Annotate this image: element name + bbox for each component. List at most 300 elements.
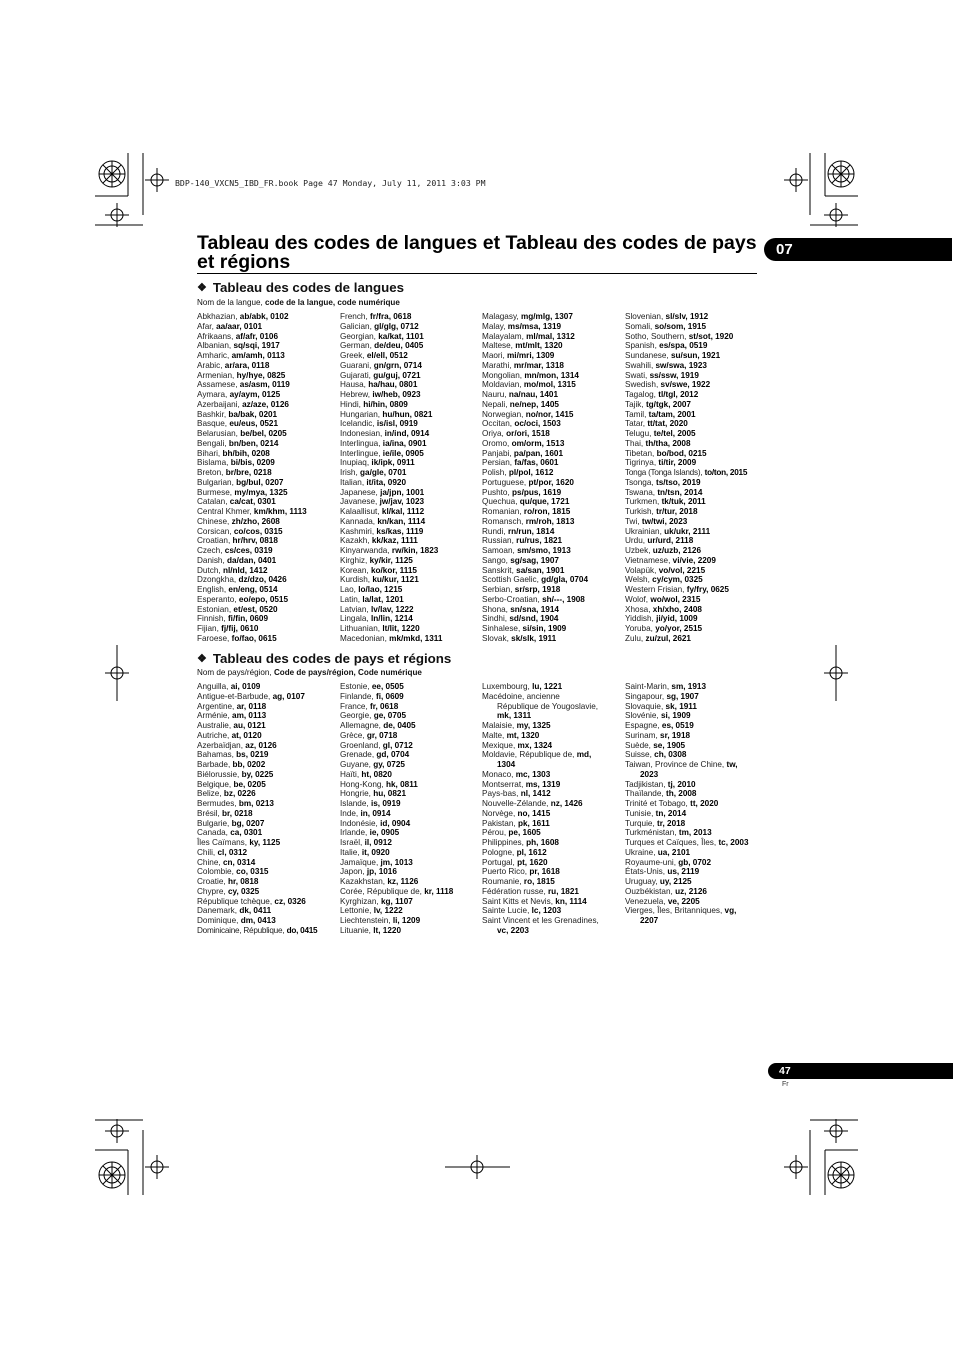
country-code-entry bbox=[482, 731, 622, 741]
language-code-entry bbox=[197, 595, 337, 605]
country-code-entry bbox=[482, 682, 622, 692]
entry-name: Hungarian, bbox=[340, 409, 381, 419]
entry-code: se, 1905 bbox=[653, 740, 686, 750]
entry-code: la/lat, 1201 bbox=[362, 594, 404, 604]
entry-name: Taiwan, Province de Chine, bbox=[625, 760, 725, 769]
entry-code: ha/hau, 0801 bbox=[368, 380, 418, 390]
crosshair-icon bbox=[145, 1155, 169, 1179]
country-code-entry bbox=[482, 770, 622, 780]
country-code-entry bbox=[340, 838, 480, 848]
entry-name: Quechua, bbox=[482, 497, 518, 507]
language-code-entry bbox=[197, 546, 337, 556]
language-code-entry bbox=[482, 400, 622, 410]
language-code-entry bbox=[625, 458, 760, 468]
entry-code: pk, 1611 bbox=[517, 818, 550, 828]
entry-code: ia/ina, 0901 bbox=[382, 438, 427, 448]
language-code-entry bbox=[625, 595, 760, 605]
entry-code: el/ell, 0512 bbox=[366, 351, 408, 360]
entry-name: Slovak, bbox=[482, 633, 509, 643]
entry-name: Kinyarwanda, bbox=[340, 546, 390, 555]
entry-name: Saint-Marin, bbox=[625, 682, 670, 691]
entry-name: Surinam, bbox=[625, 730, 658, 740]
diamond-bullet-icon: ❖ bbox=[197, 282, 207, 294]
entry-name: Sotho, Southern, bbox=[625, 331, 687, 341]
countries-subtitle-name: Nom de pays/région, bbox=[197, 668, 272, 677]
entry-name: Malay, bbox=[482, 321, 506, 331]
language-code-entry bbox=[482, 497, 622, 507]
language-code-entry bbox=[197, 380, 337, 390]
crosshair-icon bbox=[824, 661, 848, 685]
entry-name: Lithuanian, bbox=[340, 624, 381, 633]
entry-code: be, 0205 bbox=[233, 779, 266, 789]
entry-name: Arménie, bbox=[197, 711, 230, 721]
entry-name: Danemark, bbox=[197, 906, 238, 916]
entry-code: ht, 0820 bbox=[361, 769, 392, 779]
language-code-entry bbox=[197, 400, 337, 410]
entry-name: Pushto, bbox=[482, 487, 510, 497]
language-code-entry bbox=[482, 312, 622, 322]
entry-code: cn, 0314 bbox=[222, 857, 256, 867]
entry-name: Hebrew, bbox=[340, 390, 371, 399]
entry-code: tm, 2013 bbox=[678, 828, 712, 838]
entry-code: az, 0126 bbox=[245, 740, 277, 750]
country-code-entry bbox=[340, 848, 480, 858]
entry-name: Sainte Lucie, bbox=[482, 906, 530, 916]
language-code-entry bbox=[625, 332, 760, 342]
entry-code: mg/mlg, 1307 bbox=[521, 312, 573, 321]
country-code-entry bbox=[197, 682, 337, 692]
entry-code: ph, 1608 bbox=[526, 838, 559, 847]
entry-name: Suisse, bbox=[625, 750, 652, 760]
entry-code: co/cos, 0315 bbox=[233, 526, 283, 536]
entry-code: to/ton, 2015 bbox=[704, 468, 748, 477]
entry-code: in/ind, 0914 bbox=[384, 429, 430, 438]
country-code-entry bbox=[340, 906, 480, 916]
country-code-entry bbox=[340, 721, 480, 731]
language-code-entry bbox=[340, 429, 480, 439]
entry-name: Ukraine, bbox=[625, 847, 656, 857]
country-code-entry bbox=[340, 760, 480, 770]
entry-name: Georgie, bbox=[340, 711, 372, 721]
entry-code: uz, 2126 bbox=[675, 886, 707, 896]
language-code-entry bbox=[625, 361, 760, 371]
entry-code: 1304 bbox=[497, 760, 516, 769]
entry-code: ss/ssw, 1919 bbox=[649, 370, 699, 380]
entry-name: Lao, bbox=[340, 585, 356, 594]
entry-name: Afar, bbox=[197, 321, 214, 331]
country-code-entry bbox=[625, 887, 760, 897]
entry-name: Panjabi, bbox=[482, 448, 512, 458]
entry-name: Belarusian, bbox=[197, 429, 238, 438]
entry-name: Oriya, bbox=[482, 429, 504, 438]
entry-code: kl/kal, 1112 bbox=[381, 507, 425, 516]
entry-code: is, 0919 bbox=[370, 799, 401, 808]
entry-name: Irish, bbox=[340, 468, 358, 477]
entry-code: at, 0120 bbox=[231, 730, 262, 740]
entry-name: Indonesian, bbox=[340, 429, 383, 438]
entry-code: lv/lav, 1222 bbox=[370, 604, 414, 614]
entry-code: gd/gla, 0704 bbox=[541, 575, 589, 585]
entry-name: Malagasy, bbox=[482, 312, 519, 321]
entry-code: tg/tgk, 2007 bbox=[645, 399, 691, 409]
country-code-entry bbox=[340, 828, 480, 838]
language-code-entry bbox=[482, 439, 622, 449]
entry-name: Twi, bbox=[625, 516, 640, 526]
entry-name: Pérou, bbox=[482, 828, 507, 838]
entry-name: Amharic, bbox=[197, 351, 230, 360]
entry-code: nl, 1412 bbox=[520, 789, 551, 799]
entry-code: bg/bul, 0207 bbox=[236, 477, 284, 487]
entry-name: Chypre, bbox=[197, 886, 226, 896]
entry-code: fo/fao, 0615 bbox=[231, 633, 277, 643]
entry-code: kk/kaz, 1111 bbox=[371, 536, 418, 546]
entry-code: ch, 0308 bbox=[654, 750, 687, 760]
entry-name: Abkhazian, bbox=[197, 312, 238, 321]
country-code-entry bbox=[625, 770, 760, 780]
country-code-entry bbox=[197, 760, 337, 770]
languages-title-text: Tableau des codes de langues bbox=[212, 280, 405, 295]
language-code-entry bbox=[482, 527, 622, 537]
entry-code: iw/heb, 0923 bbox=[372, 390, 421, 399]
entry-code: az/aze, 0126 bbox=[242, 399, 289, 409]
language-code-entry bbox=[197, 517, 337, 527]
language-code-entry bbox=[340, 478, 480, 488]
entry-code: hr/hrv, 0818 bbox=[232, 536, 278, 546]
country-code-entry bbox=[340, 897, 480, 907]
entry-code: hi/hin, 0809 bbox=[363, 399, 408, 409]
entry-code: cl, 0312 bbox=[217, 847, 248, 857]
language-code-entry bbox=[197, 351, 337, 361]
entry-code: es, 0519 bbox=[661, 721, 694, 730]
entry-name: Monaco, bbox=[482, 769, 514, 779]
entry-code: ti/tir, 2009 bbox=[658, 458, 697, 468]
entry-name: Norvège, bbox=[482, 808, 516, 818]
registration-rosette-icon bbox=[828, 1162, 854, 1188]
entry-code: et/est, 0520 bbox=[233, 604, 278, 614]
entry-code: de, 0405 bbox=[383, 721, 416, 730]
country-code-entry bbox=[197, 741, 337, 751]
entry-code: ru/rus, 1821 bbox=[516, 536, 563, 546]
entry-name: Croatian, bbox=[197, 536, 231, 546]
entry-name: Kyrghizan, bbox=[340, 896, 379, 906]
entry-code: tt/tat, 2020 bbox=[647, 419, 688, 429]
entry-name: Tonga (Tonga Islands), bbox=[625, 468, 703, 477]
entry-code: hy/hye, 0825 bbox=[236, 370, 286, 380]
entry-code: om/orm, 1513 bbox=[511, 438, 565, 448]
entry-name: Kalaallisut, bbox=[340, 507, 380, 516]
countries-column-3 bbox=[482, 682, 622, 936]
entry-name: Latin, bbox=[340, 594, 361, 604]
entry-code: tc, 2003 bbox=[718, 838, 749, 847]
entry-name: Bahamas, bbox=[197, 750, 234, 760]
entry-name: Faroese, bbox=[197, 633, 230, 643]
entry-code: mr/mar, 1318 bbox=[513, 360, 564, 370]
entry-name: Luxembourg, bbox=[482, 682, 530, 691]
entry-name: Burmese, bbox=[197, 487, 233, 497]
language-code-entry bbox=[625, 390, 760, 400]
entry-name: Tibetan, bbox=[625, 448, 655, 458]
language-code-entry bbox=[197, 361, 337, 371]
language-code-entry bbox=[625, 439, 760, 449]
entry-name: Fijian, bbox=[197, 624, 219, 633]
entry-name: Galician, bbox=[340, 321, 372, 331]
entry-name: Urdu, bbox=[625, 536, 646, 546]
country-code-entry bbox=[340, 858, 480, 868]
country-code-entry bbox=[197, 799, 337, 809]
language-code-entry bbox=[625, 497, 760, 507]
country-code-entry bbox=[625, 867, 760, 877]
language-code-entry bbox=[340, 556, 480, 566]
entry-code: ie/ile, 0905 bbox=[382, 448, 424, 458]
country-code-entry bbox=[197, 848, 337, 858]
country-code-entry bbox=[197, 780, 337, 790]
entry-name: Afrikaans, bbox=[197, 331, 234, 341]
entry-name: Shona, bbox=[482, 604, 508, 614]
language-code-entry bbox=[625, 527, 760, 537]
entry-code: lv, 1222 bbox=[373, 906, 403, 916]
entry-code: in, 0914 bbox=[360, 808, 391, 818]
language-code-entry bbox=[340, 527, 480, 537]
entry-name: France, bbox=[340, 701, 368, 711]
entry-code: 2023 bbox=[640, 769, 659, 779]
language-code-entry bbox=[340, 566, 480, 576]
entry-code: ne/nep, 1405 bbox=[509, 399, 559, 409]
entry-code: eu/eus, 0521 bbox=[229, 419, 279, 429]
entry-code: ks/kas, 1119 bbox=[376, 526, 424, 536]
entry-code: nz, 1426 bbox=[550, 799, 583, 808]
language-code-entry bbox=[625, 507, 760, 517]
entry-name: Corsican, bbox=[197, 526, 232, 536]
entry-name: Biélorussie, bbox=[197, 769, 240, 779]
entry-code: am, 0113 bbox=[232, 711, 267, 721]
entry-code: tk/tuk, 2011 bbox=[661, 497, 706, 507]
entry-code: ai, 0109 bbox=[230, 682, 261, 691]
entry-name: Lingala, bbox=[340, 614, 369, 624]
country-code-entry bbox=[482, 838, 622, 848]
entry-name: Hong-Kong, bbox=[340, 779, 384, 789]
entry-name: Rundi, bbox=[482, 526, 506, 536]
entry-name: Interlingua, bbox=[340, 438, 381, 448]
entry-code: tr, 2018 bbox=[657, 818, 686, 828]
entry-code: fj/fij, 0610 bbox=[221, 624, 259, 633]
entry-name: Espagne, bbox=[625, 721, 660, 730]
country-code-entry bbox=[197, 867, 337, 877]
entry-name: Mexique, bbox=[482, 740, 516, 750]
language-code-entry bbox=[625, 517, 760, 527]
entry-code: eo/epo, 0515 bbox=[238, 594, 289, 604]
languages-column-2 bbox=[340, 312, 480, 644]
entry-name: Brésil, bbox=[197, 808, 220, 818]
entry-name: Georgian, bbox=[340, 331, 376, 341]
entry-name: Tunisie, bbox=[625, 808, 654, 818]
entry-name: États-Unis, bbox=[625, 867, 666, 877]
country-code-entry bbox=[340, 867, 480, 877]
country-code-entry bbox=[340, 809, 480, 819]
entry-name: Occitan, bbox=[482, 419, 513, 429]
entry-code: sw/swa, 1923 bbox=[655, 360, 707, 370]
language-code-entry bbox=[197, 312, 337, 322]
entry-code: yo/yor, 2515 bbox=[655, 624, 703, 633]
entry-name: Hausa, bbox=[340, 380, 366, 390]
entry-code: ur/urd, 2118 bbox=[647, 536, 694, 546]
entry-name: Irlande, bbox=[340, 828, 368, 838]
country-code-entry bbox=[625, 682, 760, 692]
chapter-number: 07 bbox=[776, 241, 793, 258]
entry-code: br/bre, 0218 bbox=[225, 468, 272, 477]
language-code-entry bbox=[197, 556, 337, 566]
country-code-entry bbox=[625, 731, 760, 741]
crosshair-icon bbox=[824, 1119, 848, 1143]
language-code-entry bbox=[340, 585, 480, 595]
entry-code: rn/run, 1814 bbox=[507, 526, 555, 536]
entry-code: lo/lao, 1215 bbox=[358, 585, 403, 594]
country-code-entry bbox=[482, 809, 622, 819]
entry-code: lc, 1203 bbox=[531, 906, 562, 916]
entry-name: Moldavian, bbox=[482, 380, 522, 390]
file-header: BDP-140_VXCN5_IBD_FR.book Page 47 Monday, July 11, 2011 3:03 PM bbox=[175, 178, 486, 188]
language-code-entry bbox=[482, 410, 622, 420]
entry-code: jp, 1016 bbox=[366, 867, 397, 877]
language-code-entry bbox=[625, 585, 760, 595]
country-code-entry bbox=[625, 789, 760, 799]
entry-name: Royaume-uni, bbox=[625, 857, 676, 867]
language-code-entry bbox=[340, 624, 480, 634]
entry-name: Argentine, bbox=[197, 701, 235, 711]
entry-name: Latvian, bbox=[340, 604, 369, 614]
country-code-entry bbox=[482, 858, 622, 868]
entry-name: Indonésie, bbox=[340, 818, 378, 828]
language-code-entry bbox=[197, 536, 337, 546]
language-code-entry bbox=[340, 410, 480, 420]
countries-column-4 bbox=[625, 682, 760, 926]
languages-column-4 bbox=[625, 312, 760, 644]
entry-code: da/dan, 0401 bbox=[227, 555, 277, 565]
entry-name: Belize, bbox=[197, 789, 222, 799]
country-code-entry bbox=[197, 858, 337, 868]
language-code-entry bbox=[482, 390, 622, 400]
language-code-entry bbox=[625, 410, 760, 420]
entry-name: Turkmen, bbox=[625, 497, 660, 507]
country-code-entry bbox=[340, 926, 480, 936]
entry-code: sm, 1913 bbox=[671, 682, 707, 691]
crosshair-icon bbox=[784, 168, 808, 192]
entry-code: vi/vie, 2209 bbox=[672, 555, 716, 565]
entry-name: Yiddish, bbox=[625, 614, 654, 624]
entry-name: Pakistan, bbox=[482, 818, 516, 828]
entry-name: Azerbaïdjan, bbox=[197, 740, 243, 750]
language-code-entry bbox=[482, 634, 622, 644]
entry-name: Samoan, bbox=[482, 546, 515, 555]
entry-code: cs/ces, 0319 bbox=[224, 546, 273, 555]
entry-code: zh/zho, 2608 bbox=[231, 516, 280, 526]
entry-code: cz, 0326 bbox=[274, 896, 306, 906]
language-code-entry bbox=[482, 468, 622, 478]
entry-name: Nepali, bbox=[482, 399, 508, 409]
language-code-entry bbox=[482, 351, 622, 361]
entry-code: bh/bih, 0208 bbox=[222, 448, 270, 458]
entry-name: Croatie, bbox=[197, 877, 226, 886]
entry-name: Turkménistan, bbox=[625, 828, 677, 838]
entry-name: Scottish Gaelic, bbox=[482, 575, 539, 585]
entry-code: au, 0121 bbox=[233, 721, 266, 730]
languages-column-3 bbox=[482, 312, 622, 644]
entry-code: ca/cat, 0301 bbox=[229, 497, 276, 507]
entry-code: uy, 2125 bbox=[659, 877, 692, 886]
entry-code: th/tha, 2008 bbox=[645, 438, 691, 448]
entry-name: Mongolian, bbox=[482, 370, 523, 380]
entry-name: Tsonga, bbox=[625, 477, 654, 487]
entry-code: uk/ukr, 2111 bbox=[664, 526, 711, 536]
country-code-entry bbox=[197, 711, 337, 721]
entry-name: Sinhalese, bbox=[482, 624, 521, 633]
country-code-entry bbox=[625, 828, 760, 838]
entry-name: Xhosa, bbox=[625, 604, 651, 614]
language-code-entry bbox=[340, 371, 480, 381]
entry-code: by, 0225 bbox=[241, 769, 274, 779]
entry-name: Bislama, bbox=[197, 458, 229, 468]
entry-name: German, bbox=[340, 341, 372, 351]
entry-code: ru, 1821 bbox=[548, 886, 579, 896]
language-code-entry bbox=[340, 575, 480, 585]
entry-code: pl/pol, 1612 bbox=[508, 468, 554, 477]
entry-name: Grenade, bbox=[340, 750, 375, 760]
entry-name: Catalan, bbox=[197, 497, 228, 507]
entry-code: is/isl, 0919 bbox=[376, 419, 418, 429]
entry-code: hk, 0811 bbox=[385, 779, 418, 789]
entry-code: de/deu, 0405 bbox=[374, 341, 424, 351]
entry-code: sg/sag, 1907 bbox=[510, 555, 559, 565]
entry-name: Sango, bbox=[482, 555, 508, 565]
crosshair-icon bbox=[824, 203, 848, 227]
entry-name: Bashkir, bbox=[197, 409, 227, 419]
entry-name: Dutch, bbox=[197, 565, 221, 575]
country-code-entry bbox=[625, 838, 760, 848]
entry-code: bz, 0226 bbox=[223, 789, 256, 799]
entry-name: Albanian, bbox=[197, 341, 232, 351]
language-code-entry bbox=[482, 478, 622, 488]
entry-code: ik/ipk, 0911 bbox=[371, 458, 415, 468]
country-code-entry bbox=[482, 916, 622, 926]
entry-name: Philippines, bbox=[482, 838, 524, 847]
country-code-entry bbox=[625, 741, 760, 751]
language-code-entry bbox=[340, 507, 480, 517]
entry-code: bn/ben, 0214 bbox=[228, 438, 279, 448]
entry-code: oc/oci, 1503 bbox=[514, 419, 561, 429]
entry-name: Somali, bbox=[625, 321, 653, 331]
language-code-entry bbox=[482, 624, 622, 634]
entry-code: ts/tso, 2019 bbox=[655, 477, 701, 487]
entry-code: gu/guj, 0721 bbox=[373, 370, 421, 380]
language-code-entry bbox=[625, 449, 760, 459]
language-code-entry bbox=[625, 419, 760, 429]
entry-name: Maori, bbox=[482, 351, 505, 360]
entry-name: Tatar, bbox=[625, 419, 646, 429]
language-code-entry bbox=[625, 556, 760, 566]
country-code-entry bbox=[625, 858, 760, 868]
language-code-entry bbox=[625, 322, 760, 332]
entry-code: qu/que, 1721 bbox=[519, 497, 570, 507]
entry-code: vo/vol, 2215 bbox=[658, 565, 706, 575]
entry-name: Korean, bbox=[340, 565, 369, 575]
entry-code: ji/yid, 1009 bbox=[656, 614, 698, 624]
language-code-entry bbox=[340, 517, 480, 527]
language-code-entry bbox=[482, 380, 622, 390]
entry-name: Colombie, bbox=[197, 867, 234, 877]
entry-code: en/eng, 0514 bbox=[228, 585, 278, 594]
countries-subtitle-code: Code de pays/région, Code numérique bbox=[273, 668, 422, 677]
languages-subtitle bbox=[197, 298, 400, 307]
language-code-entry bbox=[340, 546, 480, 556]
